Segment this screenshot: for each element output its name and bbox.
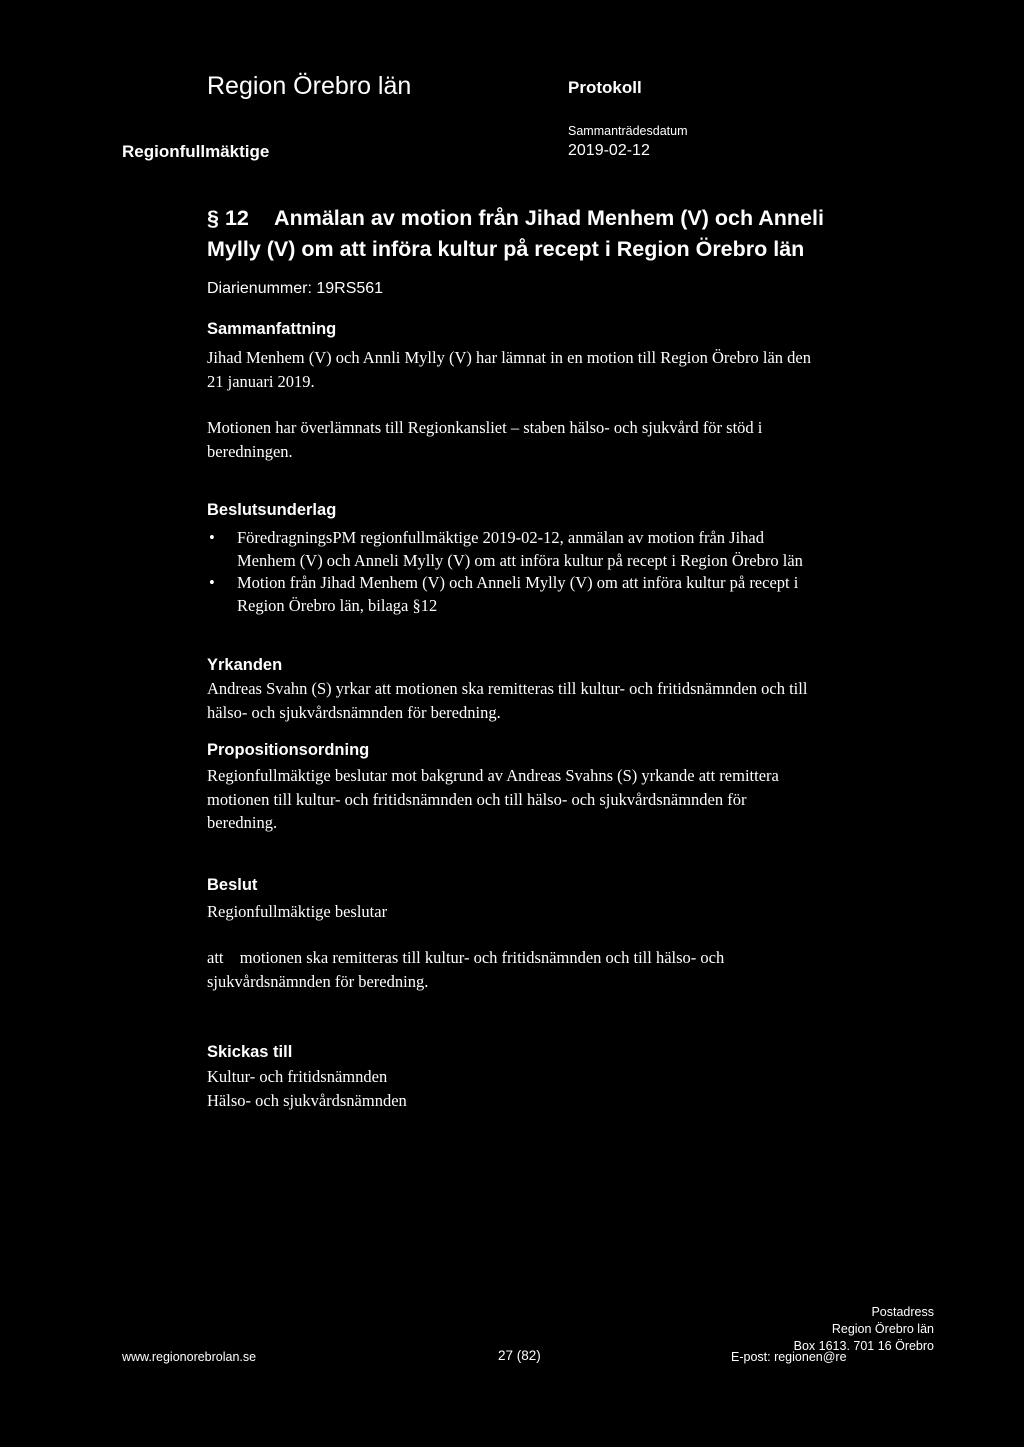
meeting-date-label: Sammanträdesdatum: [568, 124, 688, 138]
text-line: hälso- och sjukvårdsnämnden för beredning.: [207, 702, 501, 722]
assembly-name: Regionfullmäktige: [122, 142, 270, 161]
text-line: Jihad Menhem (V) och Annli Mylly (V) har lämnat in en motion till Region Örebro län den: [207, 348, 811, 367]
section-heading-line-1: [207, 203, 824, 234]
propositionsordning-heading: Propositionsordning: [207, 741, 370, 759]
beslut-heading: Beslut: [207, 876, 258, 894]
postadress-label: Postadress: [871, 1305, 934, 1319]
page-number: 27 (82): [498, 1348, 541, 1363]
propositionsordning-paragraph: [207, 764, 779, 835]
beslutsunderlag-list: [207, 527, 803, 617]
diarienummer: Diarienummer: 19RS561: [207, 280, 384, 297]
sammanfattning-heading: Sammanfattning: [207, 320, 337, 338]
beslut-intro: Regionfullmäktige beslutar: [207, 902, 388, 921]
bullet-icon: •: [209, 573, 215, 592]
section-title-line-2: Mylly (V) om att införa kultur på recept i Region Örebro län: [207, 237, 805, 261]
text-line: Motionen har överlämnats till Regionkansliet – staben hälso- och sjukvård för stöd i: [207, 418, 763, 437]
text-line: beredningen.: [207, 441, 293, 461]
text-line: beredning.: [207, 813, 278, 832]
address-line: Box 1613. 701 16 Örebro: [793, 1339, 934, 1353]
text-line: 21 januari 2019.: [207, 371, 315, 391]
skickas-till-heading: Skickas till: [207, 1043, 293, 1061]
recipient: Kultur- och fritidsnämnden: [207, 1067, 388, 1086]
text-line: Andreas Svahn (S) yrkar att motionen ska remitteras till kultur- och fritidsnämnden och till: [207, 679, 808, 698]
section-heading: [207, 203, 824, 265]
text-line: Motion från Jihad Menhem (V) och Anneli Mylly (V) om att införa kultur på recept i: [237, 573, 799, 592]
section-number: 12: [224, 206, 249, 230]
text-line: Regionfullmäktige beslutar mot bakgrund av Andreas Svahns (S) yrkande att remittera: [207, 766, 779, 785]
document-type: Protokoll: [568, 78, 642, 97]
footer-website-link[interactable]: www.regionorebrolan.se: [122, 1350, 257, 1364]
meeting-date: 2019-02-12: [568, 142, 650, 159]
decision-line-1: motionen ska remitteras till kultur- och fritidsnämnden och till hälso- och: [239, 948, 725, 967]
decision-line-2: sjukvårdsnämnden för beredning.: [207, 971, 429, 991]
text-line: Menhem (V) och Anneli Mylly (V) om att införa kultur på recept i Region Örebro län: [237, 550, 803, 570]
beslut-decision: [207, 946, 724, 993]
text-line: Region Örebro län, bilaga §12: [237, 595, 438, 615]
yrkanden-heading: Yrkanden: [207, 656, 283, 674]
footer-address: [790, 1304, 934, 1355]
text-line: FöredragningsPM regionfullmäktige 2019-02-12, anmälan av motion från Jihad: [237, 528, 764, 547]
sammanfattning-paragraph-1: [207, 346, 811, 393]
text-line: [207, 946, 724, 970]
section-title-line-1: Anmälan av motion från Jihad Menhem (V) och Anneli: [274, 206, 824, 230]
list-item: [207, 527, 803, 572]
organization-name: Region Örebro län: [207, 72, 412, 100]
section-symbol: §: [207, 206, 219, 230]
att-word: att: [207, 948, 224, 967]
recipient-list: [207, 1065, 407, 1112]
sammanfattning-paragraph-2: [207, 416, 762, 463]
address-line: Region Örebro län: [831, 1322, 934, 1336]
footer-email[interactable]: E-post: regionen@re: [731, 1350, 847, 1364]
list-item: [207, 572, 803, 617]
beslutsunderlag-heading: Beslutsunderlag: [207, 501, 337, 519]
recipient: Hälso- och sjukvårdsnämnden: [207, 1090, 407, 1110]
yrkanden-paragraph: [207, 677, 807, 724]
bullet-icon: •: [209, 528, 215, 547]
text-line: motionen till kultur- och fritidsnämnden och till hälso- och sjukvårdsnämnden för: [207, 789, 747, 809]
